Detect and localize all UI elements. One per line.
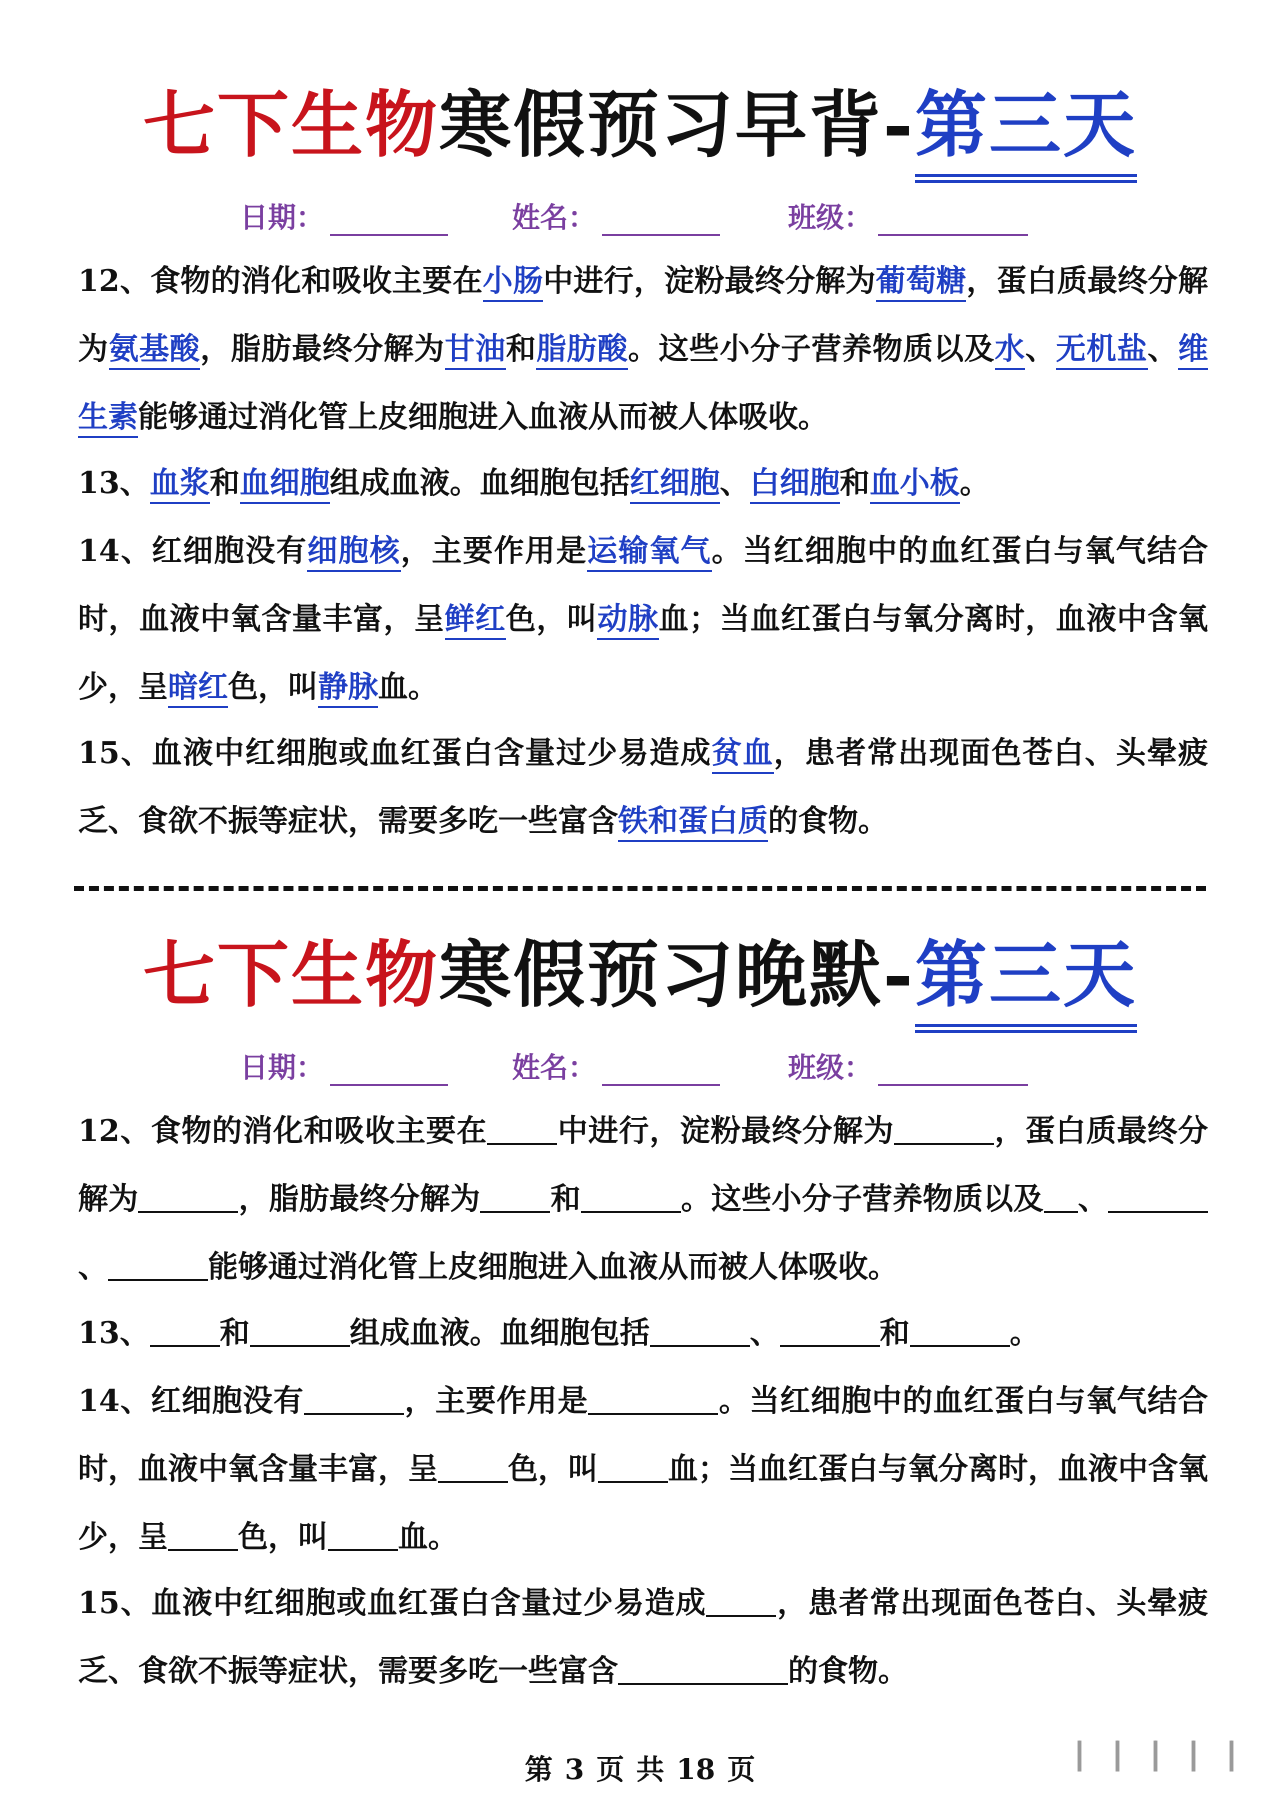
page-number: 3 bbox=[564, 1753, 585, 1786]
date-label: 日期： bbox=[240, 201, 325, 234]
answer-blank bbox=[328, 1519, 398, 1551]
name-label: 姓名： bbox=[512, 201, 597, 234]
answer: 静脉 bbox=[318, 670, 378, 708]
top-meta-row bbox=[0, 196, 1280, 236]
bottom-item-13 bbox=[78, 1300, 1208, 1368]
text: 、 bbox=[749, 1316, 780, 1351]
answer: 暗红 bbox=[168, 670, 228, 708]
text: 、 bbox=[78, 1250, 108, 1285]
text: 、 bbox=[1077, 1182, 1109, 1217]
text: 14、红细胞没有 bbox=[78, 534, 308, 569]
text: ，蛋白质最终分解为 bbox=[78, 264, 1209, 367]
bottom-title-blue: 第三天 bbox=[915, 930, 1137, 1027]
answer: 运输氧气 bbox=[587, 534, 711, 572]
top-date-field bbox=[240, 196, 448, 236]
answer-blank bbox=[487, 1113, 557, 1145]
top-item-12 bbox=[78, 248, 1208, 452]
answer-blank bbox=[304, 1383, 404, 1415]
text: 血；当血红蛋白与氧分离时，血液中含氧少，呈 bbox=[78, 1452, 1208, 1555]
answer: 维生素 bbox=[78, 332, 1208, 438]
class-label: 班级： bbox=[788, 1051, 873, 1084]
answer: 鲜红 bbox=[445, 602, 506, 640]
text: 和 bbox=[209, 466, 240, 501]
name-line bbox=[602, 1054, 720, 1086]
top-title-red: 七下生物 bbox=[143, 82, 440, 167]
bottom-title bbox=[0, 930, 1280, 1027]
text: 和 bbox=[550, 1182, 581, 1217]
answer-blank bbox=[138, 1181, 238, 1213]
top-title-blue: 第三天 bbox=[915, 80, 1137, 177]
text: 13、 bbox=[78, 466, 150, 501]
text: 的食物。 bbox=[788, 1654, 908, 1689]
text: 和 bbox=[879, 1316, 910, 1351]
top-class-field bbox=[788, 196, 1028, 236]
text: 。 bbox=[1009, 1316, 1040, 1351]
answer: 小肠 bbox=[483, 264, 543, 302]
answer-blank bbox=[438, 1451, 508, 1483]
top-item-14 bbox=[78, 518, 1208, 722]
answer: 铁和蛋白质 bbox=[618, 804, 768, 842]
answer-blank bbox=[581, 1181, 681, 1213]
answer: 血细胞 bbox=[240, 466, 330, 504]
text: ，患者常出现面色苍白、头晕疲乏、食欲不振等症状，需要多吃一些富含 bbox=[78, 736, 1209, 839]
bottom-date-field bbox=[240, 1046, 448, 1086]
answer: 白细胞 bbox=[750, 466, 840, 504]
text: ，脂肪最终分解为 bbox=[238, 1182, 481, 1217]
answer: 血浆 bbox=[150, 466, 210, 504]
bottom-title-black: 寒假预习晚默- bbox=[439, 932, 915, 1017]
top-item-13 bbox=[78, 450, 1208, 518]
text: 。 bbox=[959, 466, 990, 501]
text: 色，叫 bbox=[505, 602, 598, 637]
text: 、 bbox=[1147, 332, 1179, 367]
text: 和 bbox=[839, 466, 870, 501]
answer-blank bbox=[588, 1383, 718, 1415]
text: 12、食物的消化和吸收主要在 bbox=[78, 264, 483, 299]
text: 色，叫 bbox=[508, 1452, 598, 1487]
top-title-black: 寒假预习早背- bbox=[439, 82, 915, 167]
answer: 无机盐 bbox=[1056, 332, 1148, 370]
bottom-meta-row bbox=[0, 1046, 1280, 1086]
bottom-item-15 bbox=[78, 1570, 1208, 1706]
answer-blank bbox=[706, 1585, 776, 1617]
answer: 红细胞 bbox=[630, 466, 720, 504]
answer-blank bbox=[168, 1519, 238, 1551]
answer-blank bbox=[480, 1181, 550, 1213]
answer-blank bbox=[894, 1113, 994, 1145]
text: ，患者常出现面色苍白、头晕疲乏、食欲不振等症状，需要多吃一些富含 bbox=[78, 1586, 1209, 1689]
text: 的食物。 bbox=[768, 804, 888, 839]
text: 中进行，淀粉最终分解为 bbox=[543, 264, 876, 299]
answer-blank bbox=[1108, 1181, 1208, 1213]
text: 。当红细胞中的血红蛋白与氧气结合时，血液中氧含量丰富，呈 bbox=[78, 534, 1209, 637]
text: 血。 bbox=[398, 1520, 458, 1555]
text: ，蛋白质最终分解为 bbox=[78, 1114, 1209, 1217]
text: 12、食物的消化和吸收主要在 bbox=[78, 1114, 488, 1149]
answer-blank bbox=[650, 1315, 750, 1347]
footer-ye: 页 bbox=[596, 1753, 625, 1786]
answer: 细胞核 bbox=[307, 534, 400, 572]
answer: 氨基酸 bbox=[109, 332, 201, 370]
top-item-15 bbox=[78, 720, 1208, 856]
text: ，主要作用是 bbox=[400, 534, 588, 569]
text: 。这些小分子营养物质以及 bbox=[680, 1182, 1044, 1217]
answer: 动脉 bbox=[597, 602, 658, 640]
class-label: 班级： bbox=[788, 201, 873, 234]
answer: 贫血 bbox=[712, 736, 774, 774]
answer-blank bbox=[598, 1451, 668, 1483]
text: 。这些小分子营养物质以及 bbox=[628, 332, 995, 367]
name-label: 姓名： bbox=[512, 1051, 597, 1084]
answer-blank bbox=[910, 1315, 1010, 1347]
text: 和 bbox=[505, 332, 537, 367]
class-line bbox=[878, 204, 1028, 236]
answer-blank bbox=[780, 1315, 880, 1347]
text: 能够通过消化管上皮细胞进入血液从而被人体吸收。 bbox=[138, 400, 828, 435]
text: 血。 bbox=[378, 670, 438, 705]
text: 能够通过消化管上皮细胞进入血液从而被人体吸收。 bbox=[208, 1250, 898, 1285]
bottom-class-field bbox=[788, 1046, 1028, 1086]
text: 、 bbox=[719, 466, 750, 501]
answer: 脂肪酸 bbox=[536, 332, 628, 370]
section-divider bbox=[74, 886, 1206, 891]
bottom-title-red: 七下生物 bbox=[143, 932, 440, 1017]
text: 15、血液中红细胞或血红蛋白含量过少易造成 bbox=[78, 736, 712, 771]
name-line bbox=[602, 204, 720, 236]
answer-blank bbox=[150, 1315, 220, 1347]
text: 中进行，淀粉最终分解为 bbox=[557, 1114, 895, 1149]
top-title bbox=[0, 80, 1280, 177]
text: 血；当血红蛋白与氧分离时，血液中含氧少，呈 bbox=[78, 602, 1209, 705]
footer-ye: 页 bbox=[727, 1753, 756, 1786]
footer-di: 第 bbox=[524, 1753, 553, 1786]
text: 色，叫 bbox=[238, 1520, 328, 1555]
text: 组成血液。血细胞包括 bbox=[349, 1316, 650, 1351]
answer-blank bbox=[1044, 1181, 1078, 1213]
answer-blank bbox=[618, 1653, 788, 1685]
text: 和 bbox=[219, 1316, 250, 1351]
text: 13、 bbox=[78, 1316, 150, 1351]
text: 15、血液中红细胞或血红蛋白含量过少易造成 bbox=[78, 1586, 707, 1621]
watermark-glyph: ▕▏▕▏▕▏▕▏▕▏ bbox=[1060, 1742, 1250, 1772]
answer-blank bbox=[108, 1249, 208, 1281]
answer: 水 bbox=[995, 332, 1026, 370]
text: 14、红细胞没有 bbox=[78, 1384, 305, 1419]
date-line bbox=[330, 204, 448, 236]
answer: 葡萄糖 bbox=[876, 264, 967, 302]
answer-blank bbox=[250, 1315, 350, 1347]
class-line bbox=[878, 1054, 1028, 1086]
date-line bbox=[330, 1054, 448, 1086]
text: 组成血液。血细胞包括 bbox=[329, 466, 630, 501]
top-name-field bbox=[512, 196, 720, 236]
answer: 甘油 bbox=[445, 332, 506, 370]
text: 。当红细胞中的血红蛋白与氧气结合时，血液中氧含量丰富，呈 bbox=[78, 1384, 1209, 1487]
bottom-name-field bbox=[512, 1046, 720, 1086]
date-label: 日期： bbox=[240, 1051, 325, 1084]
answer: 血小板 bbox=[870, 466, 960, 504]
bottom-item-12 bbox=[78, 1098, 1208, 1302]
footer-gong: 共 bbox=[636, 1753, 665, 1786]
total-pages: 18 bbox=[676, 1753, 716, 1786]
text: ，主要作用是 bbox=[404, 1384, 589, 1419]
bottom-item-14 bbox=[78, 1368, 1208, 1572]
text: 色，叫 bbox=[228, 670, 318, 705]
text: ，脂肪最终分解为 bbox=[200, 332, 445, 367]
text: 、 bbox=[1025, 332, 1056, 367]
